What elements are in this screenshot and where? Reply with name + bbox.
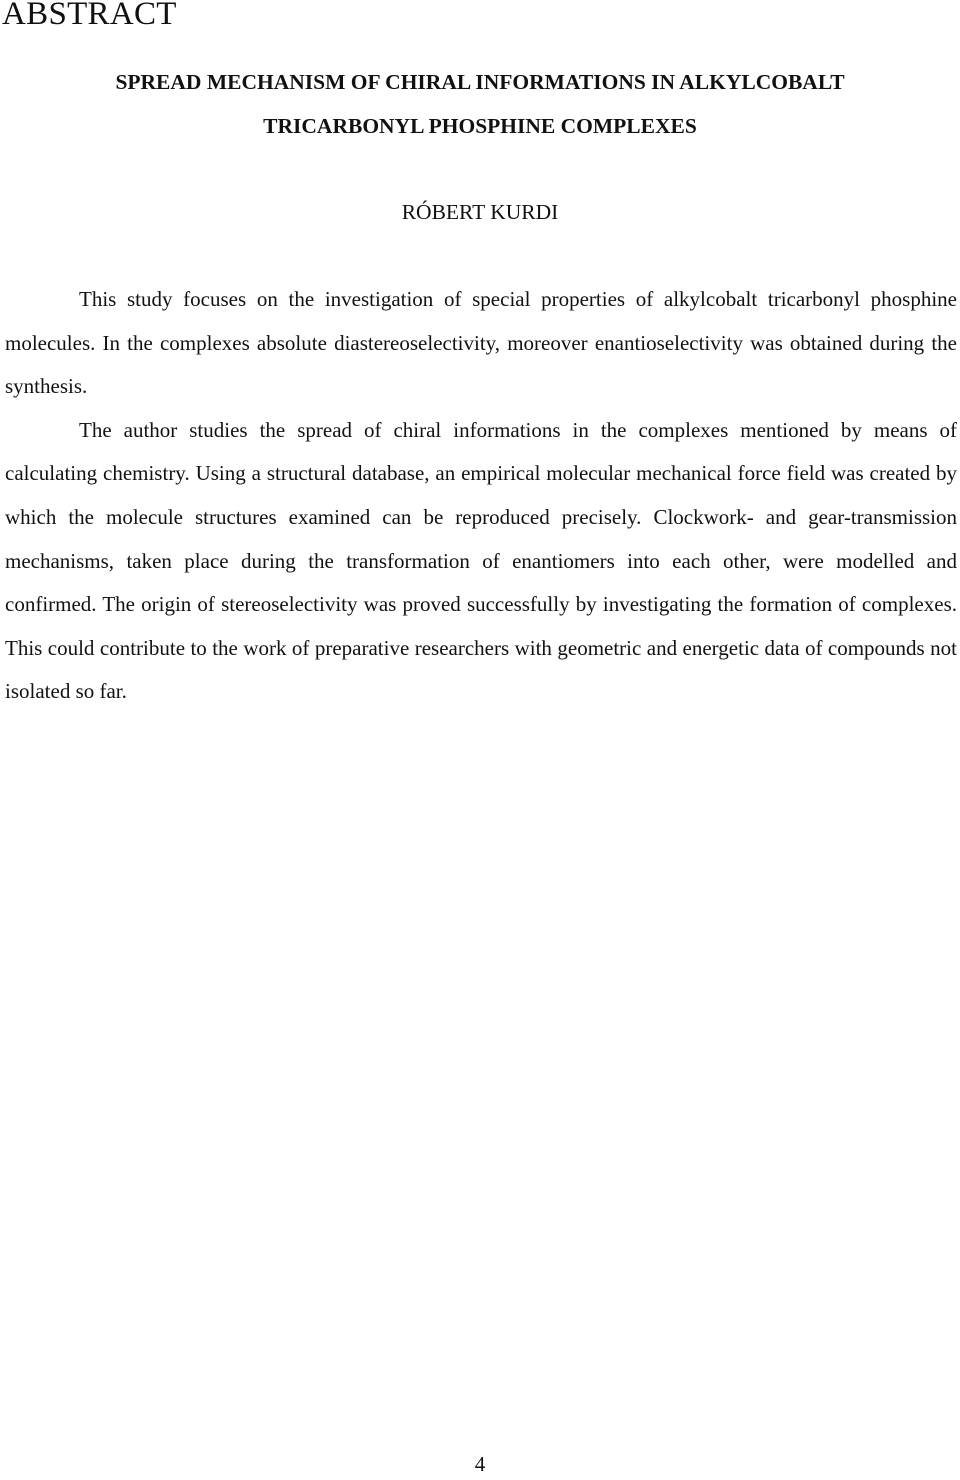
title-line-2: TRICARBONYL PHOSPHINE COMPLEXES	[263, 114, 697, 138]
page-number: 4	[474, 1452, 486, 1476]
abstract-paragraph-1: This study focuses on the investigation of special properties of alkylcobalt tricarbonyl phosphine molecules. In the complexes absolute diastereoselectivity, moreover enantioselectivity was obtained during the synthesis.	[5, 287, 957, 399]
abstract-paragraph-2: The author studies the spread of chiral informations in the complexes mentioned by means of calculating chemistry. Using a structural database, an empirical molecular mechanical force field was created by which the molecule structures examined can be reproduced precisely. Clockwork- and gear-transmission mechanisms, taken place during the transformation of enantiomers into each other, were modelled and confirmed. The origin of stereoselectivity was proved successfully by investigating the formation of complexes. This could contribute to the work of preparative researchers with geometric and energetic data of compounds not isolated so far.	[5, 417, 957, 704]
title-line-1: SPREAD MECHANISM OF CHIRAL INFORMATIONS IN ALKYLCOBALT	[115, 70, 845, 94]
document-title	[0, 60, 960, 148]
author-name: RÓBERT KURDI	[401, 200, 559, 224]
abstract-body	[5, 278, 957, 714]
section-heading: ABSTRACT	[2, 0, 177, 32]
